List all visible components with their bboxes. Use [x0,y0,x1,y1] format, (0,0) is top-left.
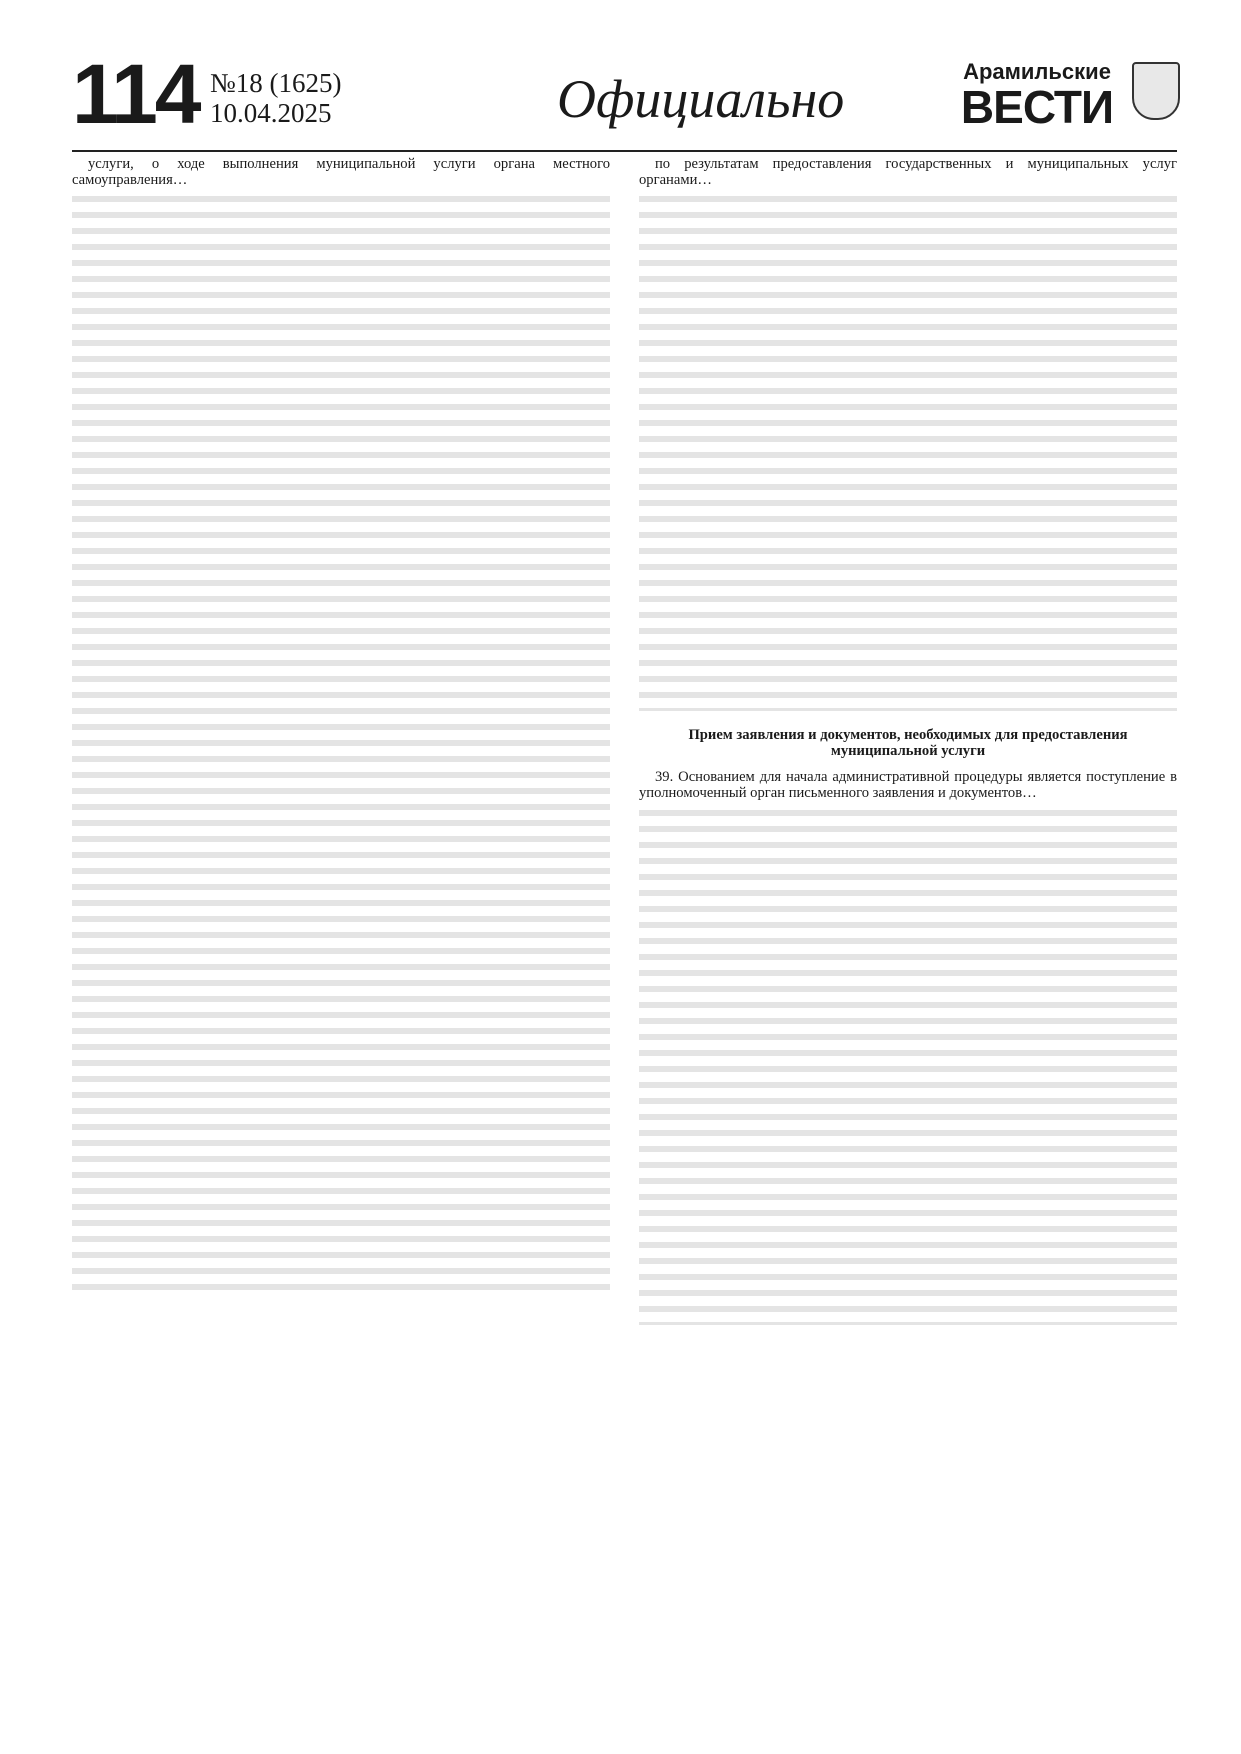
right-column [639,156,1177,1325]
page-number: 114 [72,47,199,141]
issue-number: №18 (1625) [210,68,342,98]
section-heading: Прием заявления и документов, необходимых для предоставления муниципальной услуги [688,727,1128,760]
section-title: Официально [557,69,845,129]
publication-name-main: ВЕСТИ [960,81,1114,133]
left-column [72,156,610,1291]
right-column-body-placeholder [639,191,1177,711]
issue-date: 10.04.2025 [210,98,332,128]
right-column-excerpt: по результатам предоставления государственных и муниципальных услуг органами… [639,156,1177,189]
left-column-excerpt: услуги, о ходе выполнения муниципальной услуги органа местного самоуправления… [72,156,610,189]
publication-name [947,59,1127,133]
header-rule [72,150,1177,152]
issue-info [210,68,342,128]
left-column-body-placeholder [72,191,610,1291]
coat-of-arms-icon [1132,62,1180,120]
right-column-after-heading-excerpt: 39. Основанием для начала административной процедуры является поступление в уполномоченный орган письменного заявления и документов… [639,769,1177,802]
masthead [72,47,1177,146]
publication-name-top: Арамильские [963,59,1111,84]
right-column-body-placeholder-2 [639,805,1177,1325]
